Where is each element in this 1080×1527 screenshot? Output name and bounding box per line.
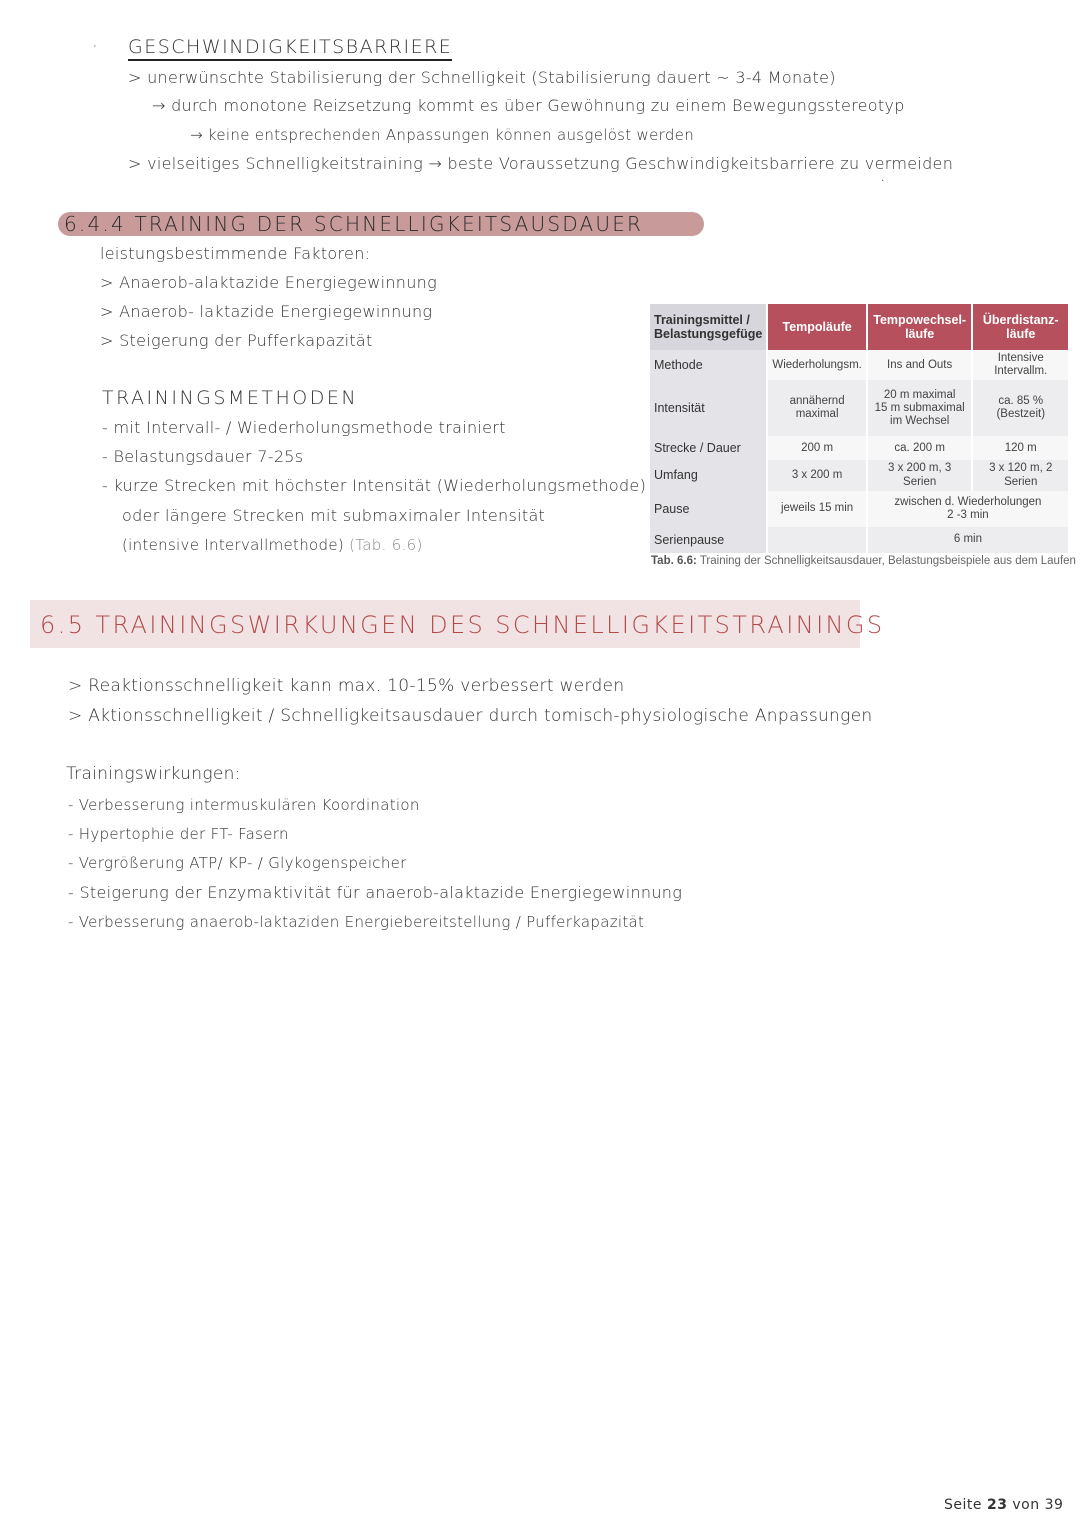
effect-point: > Aktionsschnelligkeit / Schnelligkeitsausdauer durch tomisch-physiologische Anpassungen: [68, 706, 873, 726]
bullet-dot: ·: [92, 36, 99, 57]
barrier-line-3: → keine entsprechenden Anpassungen können ausgelöst werden: [190, 126, 695, 144]
decorative-dot: ·: [881, 176, 885, 187]
effect-item: - Steigerung der Enzymaktivität für anaerob-alaktazide Energiegewinnung: [68, 883, 683, 902]
section-65-heading: 6.5 TRAININGSWIRKUNGEN DES SCHNELLIGKEITSTRAININGS: [40, 611, 885, 639]
barrier-line-2: → durch monotone Reizsetzung kommt es über Gewöhnung zu einem Bewegungsstereotyp: [152, 96, 905, 115]
method-item: - mit Intervall- / Wiederholungsmethode trainiert: [102, 418, 506, 437]
table-row: Pause jeweils 15 min zwischen d. Wiederholungen 2 -3 min: [650, 491, 1068, 527]
table-row: Intensität annähernd maximal 20 m maximal 15 m submaximal im Wechsel ca. 85 % (Bestzeit): [650, 380, 1068, 436]
table-row: Serienpause 6 min: [650, 527, 1068, 553]
page-number: Seite 23 von 39: [944, 1497, 1064, 1513]
method-item: - Belastungsdauer 7-25s: [102, 447, 304, 466]
factors-title: leistungsbestimmende Faktoren:: [100, 244, 371, 263]
methods-heading: TRAININGSMETHODEN: [102, 387, 359, 409]
table-header-first: Trainingsmittel / Belastungsgefüge: [650, 304, 767, 350]
table-row: Strecke / Dauer 200 m ca. 200 m 120 m: [650, 436, 1068, 460]
table-caption: Tab. 6.6: Training der Schnelligkeitsausdauer, Belastungsbeispiele aus dem Laufen: [651, 555, 1076, 567]
table-header-ueberdistanzlaeufe: Überdistanz- läufe: [972, 304, 1068, 350]
barrier-line-1: > unerwünschte Stabilisierung der Schnelligkeit (Stabilisierung dauert ~ 3-4 Monate): [128, 68, 836, 87]
effect-item: - Verbesserung intermuskulären Koordination: [68, 796, 420, 814]
barrier-heading: GESCHWINDIGKEITSBARRIERE: [128, 36, 452, 61]
effects-title: Trainingswirkungen:: [66, 764, 241, 784]
effect-item: - Verbesserung anaerob-laktaziden Energiebereitstellung / Pufferkapazität: [68, 913, 645, 931]
factor-item: > Anaerob- laktazide Energiegewinnung: [100, 302, 433, 321]
table-reference: (Tab. 6.6): [349, 536, 423, 554]
table-row: Methode Wiederholungsm. Ins and Outs Intensive Intervallm.: [650, 350, 1068, 380]
effect-item: - Hypertophie der FT- Fasern: [68, 825, 289, 843]
barrier-line-4: > vielseitiges Schnelligkeitstraining → beste Voraussetzung Geschwindigkeitsbarriere zu vermeiden: [128, 154, 954, 173]
method-item: (intensive Intervallmethode): [122, 536, 345, 554]
table-row: Umfang 3 x 200 m 3 x 200 m, 3 Serien 3 x 120 m, 2 Serien: [650, 460, 1068, 490]
table-header-tempolaeufe: Tempoläufe: [767, 304, 866, 350]
method-item: - kurze Strecken mit höchster Intensität (Wiederholungsmethode): [102, 476, 647, 495]
training-table: [650, 304, 1068, 553]
effect-point: > Reaktionsschnelligkeit kann max. 10-15% verbessert werden: [68, 676, 625, 696]
table-header-tempowechsellaeufe: Tempowechsel- läufe: [867, 304, 973, 350]
method-item: oder längere Strecken mit submaximaler Intensität: [122, 506, 546, 525]
section-644-heading: 6.4.4 TRAINING DER SCHNELLIGKEITSAUSDAUER: [64, 212, 644, 236]
factor-item: > Anaerob-alaktazide Energiegewinnung: [100, 273, 438, 292]
effect-item: - Vergrößerung ATP/ KP- / Glykogenspeicher: [68, 854, 407, 872]
factor-item: > Steigerung der Pufferkapazität: [100, 331, 373, 350]
